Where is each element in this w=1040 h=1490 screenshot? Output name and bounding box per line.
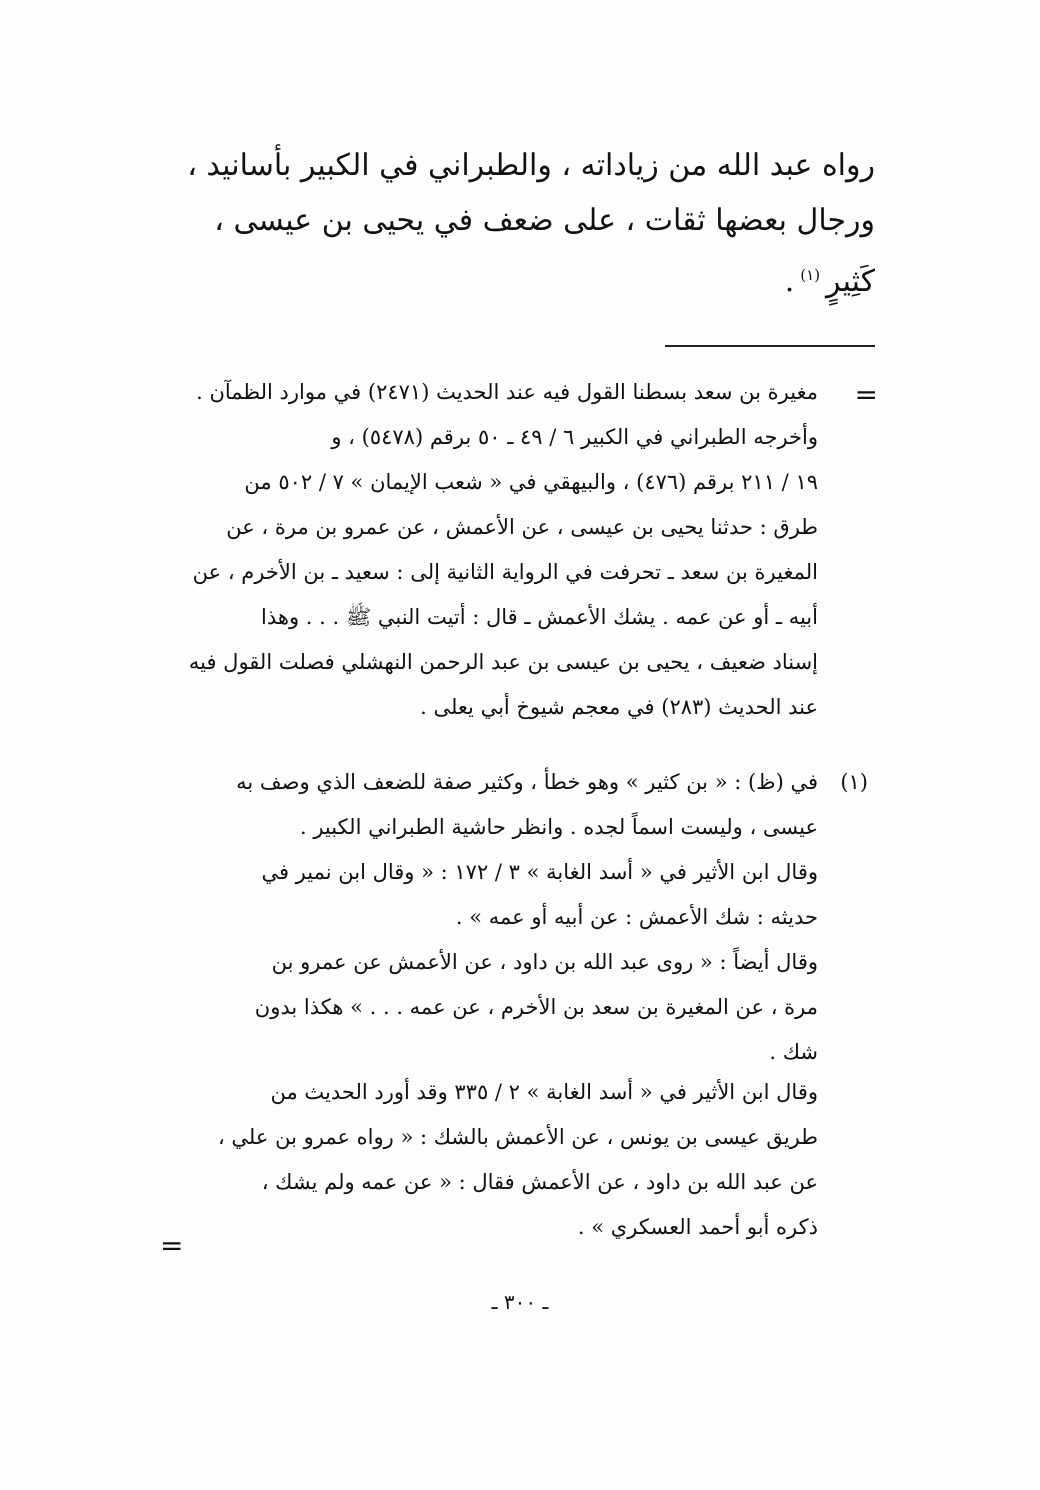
main-text-line <box>145 248 875 309</box>
footnote-number: (١) <box>840 770 868 794</box>
footnote-line: المغيرة بن سعد ـ تحرفت في الرواية الثانية إلى : سعيد ـ بن الأخرم ، عن <box>192 560 818 584</box>
continuation-mark-top: = <box>854 378 878 411</box>
footnote-line: مغيرة بن سعد بسطنا القول فيه عند الحديث (٢٤٧١) في موارد الظمآن . <box>196 380 818 404</box>
footnote-line: وأخرجه الطبراني في الكبير ٦ / ٤٩ ـ ٥٠ برقم (٥٤٧٨) ، و <box>331 425 818 449</box>
footnote-line: عند الحديث (٢٨٣) في معجم شيوخ أبي يعلى . <box>420 695 818 719</box>
page-number: ـ ٣٠٠ ـ <box>491 1290 549 1314</box>
footnote-line: إسناد ضعيف ، يحيى بن عيسى بن عبد الرحمن النهشلي فصلت القول فيه <box>188 650 818 674</box>
continuation-mark-bottom: = <box>160 1229 184 1262</box>
footnote-line: شك . <box>769 1040 818 1064</box>
footnote-line: ١٩ / ٢١١ برقم (٤٧٦) ، والبيهقي في « شعب الإيمان » ٧ / ٥٠٢ من <box>244 470 818 494</box>
footnote-continuation <box>188 370 818 730</box>
main-text-line: ورجال بعضها ثقات ، على ضعف في يحيى بن عيسى ، <box>214 203 875 238</box>
footnote-line: وقال أيضاً : « روى عبد الله بن داود ، عن الأعمش عن عمرو بن <box>271 950 818 974</box>
footnote-line: وقال ابن الأثير في « أسد الغابة » ٣ / ١٧٢ : « وقال ابن نمير في <box>261 860 818 884</box>
main-text <box>145 138 875 309</box>
sentence-end: . <box>784 264 795 299</box>
footnote-reference: (١) <box>800 266 821 284</box>
footnote-line: عن عبد الله بن داود ، عن الأعمش فقال : « عن عمه ولم يشك ، <box>261 1170 818 1194</box>
footnote-line: ذكره أبو أحمد العسكري » . <box>577 1215 818 1239</box>
footnote-line: وقال ابن الأثير في « أسد الغابة » ٢ / ٣٣٥ وقد أورد الحديث من <box>270 1080 818 1104</box>
footnote-divider <box>665 345 875 347</box>
footnote-1 <box>188 760 818 1075</box>
main-text-line: رواه عبد الله من زياداته ، والطبراني في الكبير بأسانيد ، <box>187 148 875 183</box>
footnote-line: طرق : حدثنا يحيى بن عيسى ، عن الأعمش ، عن عمرو بن مرة ، عن <box>226 515 818 539</box>
footnote-line: حديثه : شك الأعمش : عن أبيه أو عمه » . <box>455 905 818 929</box>
footnote-line: في (ظ) : « بن كثير » وهو خطأ ، وكثير صفة للضعف الذي وصف به <box>236 770 818 794</box>
narrator-name: كَثِيرٍ <box>826 264 875 299</box>
footnote-line: طريق عيسى بن يونس ، عن الأعمش بالشك : « رواه عمرو بن علي ، <box>217 1125 818 1149</box>
footnote-line: عيسى ، وليست اسماً لجده . وانظر حاشية الطبراني الكبير . <box>299 815 818 839</box>
footnote-line: مرة ، عن المغيرة بن سعد بن الأخرم ، عن عمه . . . » هكذا بدون <box>254 995 818 1019</box>
footnote-1-paragraph-2 <box>188 1070 818 1250</box>
footnote-line: أبيه ـ أو عن عمه . يشك الأعمش ـ قال : أتيت النبي ﷺ . . . وهذا <box>261 605 818 629</box>
